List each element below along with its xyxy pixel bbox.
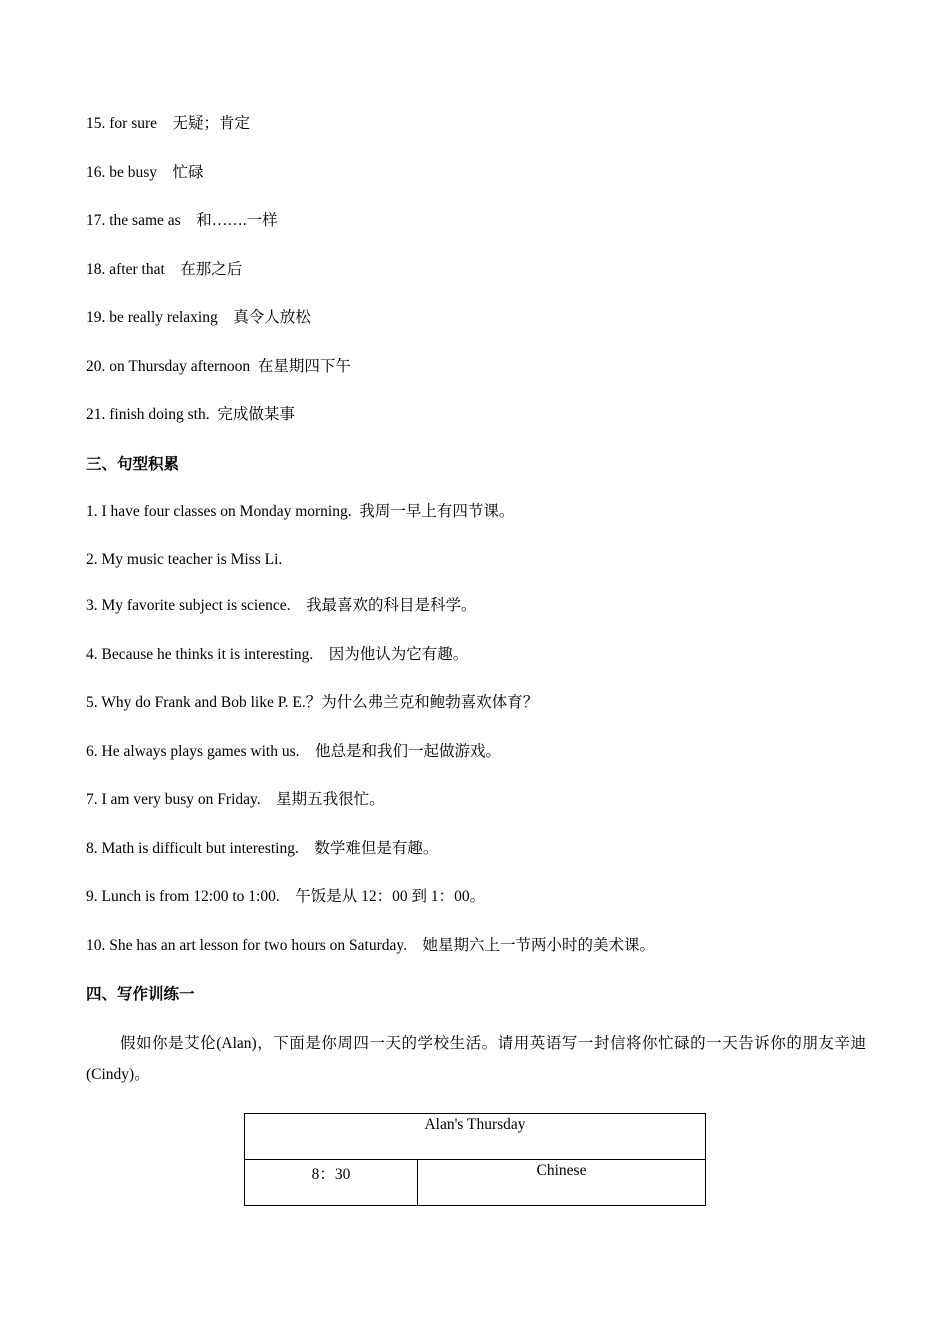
sentence-item: 3. My favorite subject is science. 我最喜欢的科目是科学。 <box>86 597 477 614</box>
sentence-item: 8. Math is difficult but interesting. 数学难但是有趣。 <box>86 840 439 857</box>
section-heading-writing: 四、写作训练一 <box>86 985 195 1003</box>
sentence-item: 6. He always plays games with us. 他总是和我们一起做游戏。 <box>86 743 502 760</box>
writing-prompt: 假如你是艾伦(Alan)，下面是你周四一天的学校生活。请用英语写一封信将你忙碌的一天告诉你的朋友辛迪(Cindy)。 <box>86 1035 866 1083</box>
phrase-item: 15. for sure 无疑；肯定 <box>86 115 251 132</box>
time-cell: 8：30 <box>245 1160 418 1206</box>
table-title: Alan's Thursday <box>245 1114 706 1160</box>
phrase-item: 16. be busy 忙碌 <box>86 164 204 181</box>
phrase-item: 21. finish doing sth. 完成做某事 <box>86 406 295 423</box>
sentence-item: 5. Why do Frank and Bob like P. E.？为什么弗兰克和鲍勃喜欢体育？ <box>86 694 539 711</box>
sentence-item: 4. Because he thinks it is interesting. 因为他认为它有趣。 <box>86 646 469 663</box>
sentence-item: 2. My music teacher is Miss Li. <box>86 551 283 568</box>
sentence-item: 7. I am very busy on Friday. 星期五我很忙。 <box>86 791 385 808</box>
phrase-item: 17. the same as 和…….一样 <box>86 212 278 229</box>
sentence-item: 1. I have four classes on Monday morning. 我周一早上有四节课。 <box>86 503 515 520</box>
sentence-item: 10. She has an art lesson for two hours on Saturday. 她星期六上一节两小时的美术课。 <box>86 937 655 954</box>
sentence-item: 9. Lunch is from 12:00 to 1:00. 午饭是从 12：00 到 1：00。 <box>86 888 486 905</box>
section-heading-sentences: 三、句型积累 <box>86 455 180 473</box>
table-row <box>245 1160 706 1206</box>
phrase-item: 20. on Thursday afternoon 在星期四下午 <box>86 358 351 375</box>
subject-cell: Chinese <box>418 1160 706 1206</box>
schedule-table <box>244 1113 706 1206</box>
table-header-row <box>245 1114 706 1160</box>
phrase-item: 18. after that 在那之后 <box>86 261 243 278</box>
phrase-item: 19. be really relaxing 真令人放松 <box>86 309 311 326</box>
